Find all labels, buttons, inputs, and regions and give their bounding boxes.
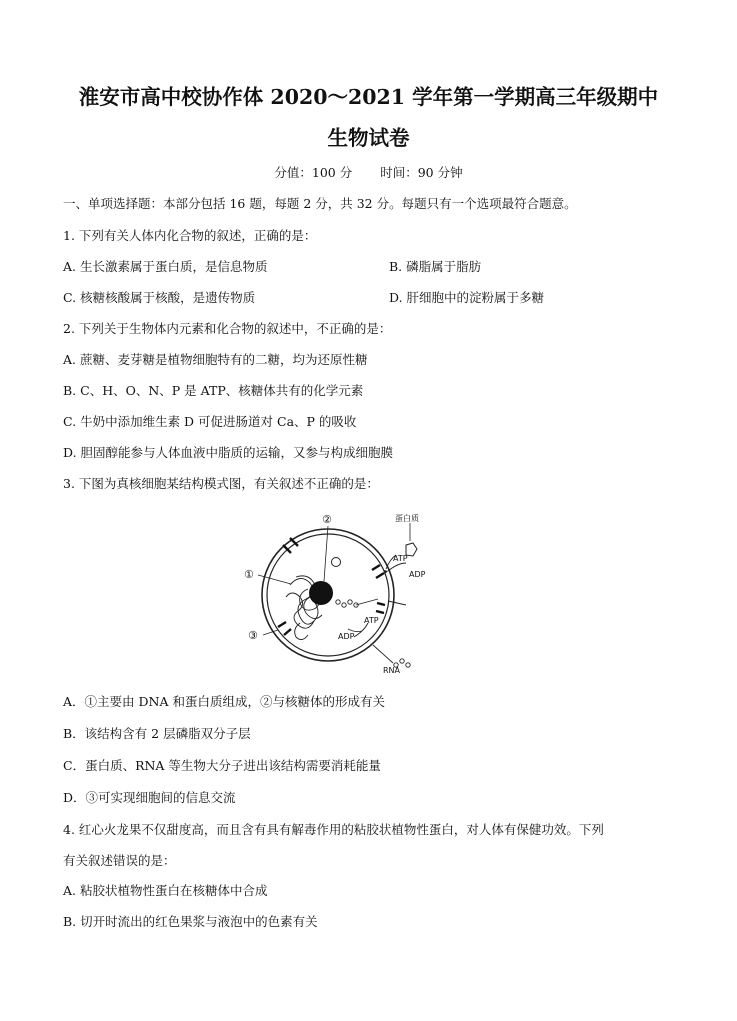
q1-option-b: B. 磷脂属于脂肪 <box>389 259 482 274</box>
exam-title-line1: 淮安市高中校协作体 2020～2021 学年第一学期高三年级期中 <box>78 85 659 109</box>
q2-stem: 2. 下列关于生物体内元素和化合物的叙述中，不正确的是： <box>63 321 392 336</box>
label-atp-top: ATP <box>393 554 408 563</box>
score-info: 分值：100 分 <box>274 165 353 180</box>
section-heading: 一、单项选择题：本部分包括 16 题，每题 2 分，共 32 分。每题只有一个选项最符合题意。 <box>63 196 577 211</box>
label-protein: 蛋白质 <box>395 514 419 523</box>
q3-option-b: B．该结构含有 2 层磷脂双分子层 <box>63 726 251 741</box>
label-1: ① <box>244 568 254 581</box>
q2-option-a: A. 蔗糖、麦芽糖是植物细胞特有的二糖，均为还原性糖 <box>63 352 368 367</box>
q4-stem-line2: 有关叙述错误的是： <box>63 853 176 868</box>
q4-option-b: B. 切开时流出的红色果浆与液泡中的色素有关 <box>63 914 318 929</box>
q3-stem: 3. 下图为真核细胞某结构模式图，有关叙述不正确的是： <box>63 476 379 491</box>
q1-option-c: C. 核糖核酸属于核酸，是遗传物质 <box>63 290 256 305</box>
q4-option-a: A. 粘胶状植物性蛋白在核糖体中合成 <box>63 883 268 898</box>
q2-option-d: D. 胆固醇能参与人体血液中脂质的运输，又参与构成细胞膜 <box>63 445 394 460</box>
q2-option-c: C. 牛奶中添加维生素 D 可促进肠道对 Ca、P 的吸收 <box>63 414 357 429</box>
q1-option-d: D. 肝细胞中的淀粉属于多糖 <box>389 290 545 305</box>
q3-option-d: D．③可实现细胞间的信息交流 <box>63 790 236 805</box>
q1-option-a: A. 生长激素属于蛋白质，是信息物质 <box>63 259 268 274</box>
nucleus-diagram <box>238 505 438 675</box>
label-adp-bottom: ADP <box>338 632 355 641</box>
label-3: ③ <box>248 629 258 642</box>
q3-option-c: C．蛋白质、RNA 等生物大分子进出该结构需要消耗能量 <box>63 758 381 773</box>
q3-option-a: A．①主要由 DNA 和蛋白质组成，②与核糖体的形成有关 <box>63 694 385 709</box>
exam-title-line2: 生物试卷 <box>327 126 410 150</box>
label-rna: RNA <box>383 666 401 675</box>
time-info: 时间：90 分钟 <box>380 165 463 180</box>
label-atp-bottom: ATP <box>364 616 379 625</box>
exam-meta <box>0 163 737 181</box>
label-2: ② <box>322 513 332 526</box>
q2-option-b: B. C、H、O、N、P 是 ATP、核糖体共有的化学元素 <box>63 383 364 398</box>
q1-stem: 1. 下列有关人体内化合物的叙述，正确的是： <box>63 228 317 243</box>
q4-stem-line1: 4. 红心火龙果不仅甜度高，而且含有具有解毒作用的粘胶状植物性蛋白，对人体有保健功效。下列 <box>63 822 604 837</box>
label-adp-top: ADP <box>409 570 426 579</box>
